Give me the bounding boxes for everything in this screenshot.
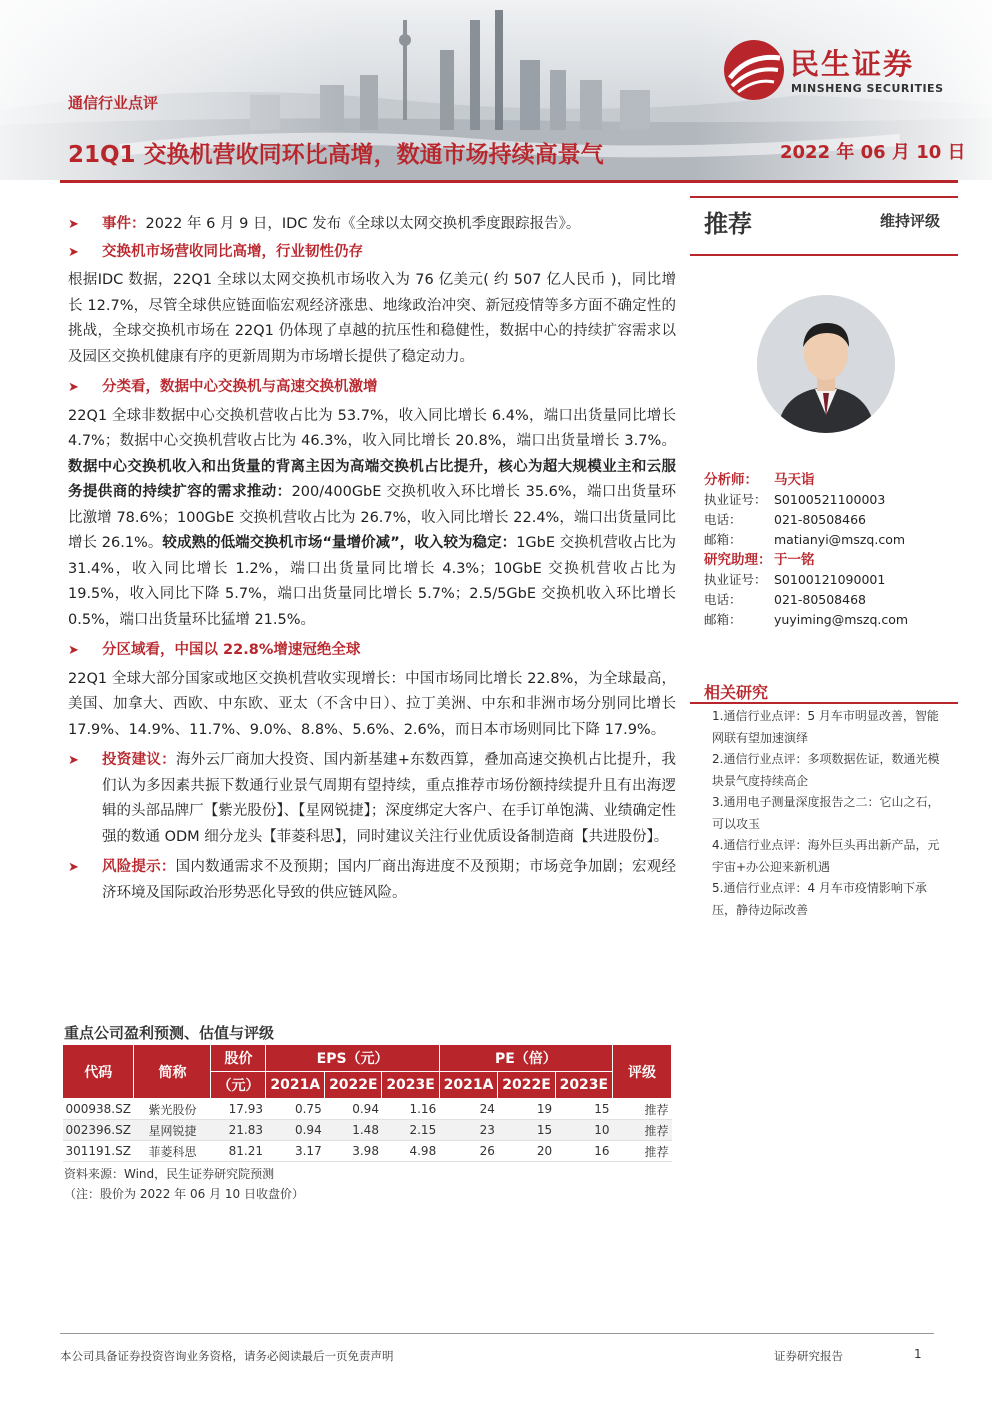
report-title: 21Q1 交换机营收同环比高增，数通市场持续高景气 xyxy=(68,142,604,168)
cell-pe: 19 xyxy=(498,1099,555,1120)
related-research-title: 相关研究 xyxy=(704,683,769,702)
assistant-name: 于一铭 xyxy=(774,552,815,568)
section-heading-text: 分类看，数据中心交换机与高速交换机激增 xyxy=(102,379,378,395)
arrow-bullet-icon: ➤ xyxy=(68,753,79,768)
cell-eps: 0.75 xyxy=(266,1099,325,1120)
rating-bottom-rule xyxy=(690,254,958,256)
main-content xyxy=(68,212,676,906)
risk-text: 国内数通需求不及预期；国内厂商出海进度不及预期；市场竞争加剧；宏观经济环境及国际政治形势恶化导致的供应链风险。 xyxy=(102,859,677,901)
cell-pe: 15 xyxy=(498,1120,555,1141)
header-eps: EPS（元） xyxy=(266,1045,439,1072)
header-pe: PE（倍） xyxy=(439,1045,612,1072)
arrow-bullet-icon: ➤ xyxy=(68,860,79,875)
header-rating: 评级 xyxy=(613,1045,672,1099)
arrow-bullet-icon: ➤ xyxy=(68,380,79,395)
table-source xyxy=(64,1164,304,1204)
cell-pe: 24 xyxy=(439,1099,498,1120)
cell-price: 17.93 xyxy=(211,1099,266,1120)
analyst-tel-label: 电话： xyxy=(704,512,742,527)
investment-advice xyxy=(68,748,676,850)
table-row xyxy=(63,1141,672,1162)
logo-text-en: MINSHENG SECURITIES xyxy=(791,82,944,95)
investment-label: 投资建议： xyxy=(102,752,176,768)
note-text: （注：股价为 2022 年 06 月 10 日收盘价） xyxy=(64,1187,304,1201)
section-heading-text: 分区域看，中国以 22.8%增速冠绝全球 xyxy=(102,642,361,658)
assistant-tel-label: 电话： xyxy=(704,592,742,607)
assistant-cert: S0100121090001 xyxy=(774,572,886,587)
footer-report-type: 证券研究报告 xyxy=(774,1349,843,1363)
cell-rating: 推荐 xyxy=(613,1099,672,1120)
assistant-label: 研究助理： xyxy=(704,552,772,568)
assistant-mail: yuyiming@mszq.com xyxy=(774,612,909,627)
header-name: 简称 xyxy=(134,1045,211,1099)
related-item[interactable]: 4.通信行业点评：海外巨头再出新产品，元宇宙+办公迎来新机遇 xyxy=(712,838,940,874)
cell-eps: 1.48 xyxy=(325,1120,382,1141)
header-year: 2022E xyxy=(498,1072,555,1099)
table-row xyxy=(63,1120,672,1141)
header-code: 代码 xyxy=(63,1045,134,1099)
cell-rating: 推荐 xyxy=(613,1141,672,1162)
paragraph-2c: 200/400GbE 交换机收入环比增长 35.6%，端口出货量环比激增 78.6%；100GbE 交换机营收占比为 26.7%，收入同比增长 22.4%，端口出货量同比增长 26.1%。 xyxy=(68,484,676,551)
cell-price: 81.21 xyxy=(211,1141,266,1162)
cell-pe: 26 xyxy=(439,1141,498,1162)
paragraph-2a: 22Q1 全球非数据中心交换机营收占比为 53.7%，收入同比增长 6.4%，端口出货量同比增长 4.7%；数据中心交换机营收占比为 46.3%，收入同比增长 20.8%，端口出货量增长 3.7%。 xyxy=(68,407,676,449)
paragraph-1: 根据IDC 数据，22Q1 全球以太网交换机市场收入为 76 亿美元( 约 507 亿人民币 )，同比增长 12.7%，尽管全球供应链面临宏观经济涨患、地缘政治冲突、新冠疫情等多方面不确定性的挑战，全球交换机市场在 22Q1 仍体现了卓越的抗压性和稳健性，数据中心的持续扩容需求以及园区交换机健康有序的更新周期为市场增长提供了稳定动力。 xyxy=(68,272,676,365)
section-heading-3 xyxy=(68,638,676,664)
forecast-table xyxy=(62,1044,672,1162)
cell-name: 星网锐捷 xyxy=(134,1120,211,1141)
cell-pe: 20 xyxy=(498,1141,555,1162)
arrow-bullet-icon: ➤ xyxy=(68,244,79,260)
footer-disclaimer: 本公司具备证券投资咨询业务资格，请务必阅读最后一页免责声明 xyxy=(60,1349,394,1363)
analyst-cert: S0100521100003 xyxy=(774,492,886,507)
related-item[interactable]: 3.通用电子测量深度报告之二：它山之石，可以攻玉 xyxy=(712,795,940,831)
header-divider xyxy=(60,180,958,183)
cell-eps: 4.98 xyxy=(382,1141,439,1162)
assistant-mail-label: 邮箱： xyxy=(704,612,742,627)
analyst-photo xyxy=(757,295,895,433)
cell-pe: 23 xyxy=(439,1120,498,1141)
footer-divider xyxy=(60,1333,934,1334)
analyst-mail: matianyi@mszq.com xyxy=(774,532,906,547)
header-year: 2023E xyxy=(382,1072,439,1099)
arrow-bullet-icon: ➤ xyxy=(68,217,79,232)
cell-code: 000938.SZ xyxy=(63,1099,134,1120)
related-item[interactable]: 5.通信行业点评：4 月车市疫情影响下承压，静待边际改善 xyxy=(712,881,927,917)
paragraph-2e: 1GbE 交换机营收占比为 31.4%，收入同比增长 1.2%，端口出货量同比增长 4.3%；10GbE 交换机营收占比为 19.5%，收入同比下降 5.7%，端口出货量同比增长 5.7%；2.5/5GbE 交换机收入环比增长 0.5%，端口出货量环比猛增 21.5%。 xyxy=(68,535,677,628)
related-research-rule xyxy=(690,702,958,704)
rating: 推荐 xyxy=(704,210,752,238)
source-text: 资料来源：Wind，民生证券研究院预测 xyxy=(64,1167,275,1181)
related-item[interactable]: 2.通信行业点评：多项数据佐证，数通光模块景气度持续高企 xyxy=(712,752,940,788)
rating-top-rule xyxy=(690,196,958,198)
investment-text: 海外云厂商加大投资、国内新基建+东数西算，叠加高速交换机占比提升，我们认为多因素共振下数通行业景气周期有望持续，重点推荐市场份额持续提升且有出海逻辑的头部品牌厂【紫光股份】、【星网锐捷】；深度绑定大客户、在手订单饱满、业绩确定性强的数通 ODM 细分龙头【菲菱科思】，同时建议关注行业优质设备制造商【共进股份】。 xyxy=(102,752,677,845)
header-year: 2023E xyxy=(555,1072,612,1099)
analyst-cert-label: 执业证号： xyxy=(704,492,767,507)
logo-text-cn: 民生证券 xyxy=(790,47,915,81)
cell-eps: 2.15 xyxy=(382,1120,439,1141)
section-heading-text: 交换机市场营收同比高增，行业韧性仍存 xyxy=(102,243,363,260)
paragraph-3: 22Q1 全球大部分国家或地区交换机营收实现增长：中国市场同比增长 22.8%，为全球最高，美国、加拿大、西欧、中东欧、亚太（不含中日）、拉丁美洲、中东和非洲市场分别同比增长 17.9%、14.9%、11.7%、9.0%、8.8%、5.6%、2.6%，而日本市场则同比下降 17.9%。 xyxy=(68,670,676,738)
cell-eps: 0.94 xyxy=(325,1099,382,1120)
analyst-name: 马天诣 xyxy=(774,472,815,488)
paragraph-2 xyxy=(68,404,676,634)
assistant-tel: 021-80508468 xyxy=(774,592,866,607)
header-year: 2022E xyxy=(325,1072,382,1099)
header-price-unit: （元） xyxy=(211,1072,266,1099)
paragraph-2b: 数据中心交换机收入和出货量的背离主因为高端交换机占比提升，核心为超大规模业主和云服务提供商的持续扩容的需求推动： xyxy=(68,458,676,500)
header-price: 股价 xyxy=(211,1045,266,1072)
event-bullet xyxy=(68,212,676,238)
header-year: 2021A xyxy=(266,1072,325,1099)
cell-pe: 15 xyxy=(555,1099,612,1120)
cell-code: 301191.SZ xyxy=(63,1141,134,1162)
cell-rating: 推荐 xyxy=(613,1120,672,1141)
arrow-bullet-icon: ➤ xyxy=(68,643,79,658)
risk-label: 风险提示： xyxy=(102,859,176,875)
cell-name: 紫光股份 xyxy=(134,1099,211,1120)
cell-code: 002396.SZ xyxy=(63,1120,134,1141)
related-item[interactable]: 1.通信行业点评：5 月车市明显改善，智能网联有望加速演绎 xyxy=(712,709,939,745)
section-heading-1 xyxy=(68,240,676,266)
cell-name: 菲菱科思 xyxy=(134,1141,211,1162)
cell-eps: 0.94 xyxy=(266,1120,325,1141)
cell-pe: 16 xyxy=(555,1141,612,1162)
cell-pe: 10 xyxy=(555,1120,612,1141)
analyst-info xyxy=(704,470,908,630)
cell-price: 21.83 xyxy=(211,1120,266,1141)
paragraph-2d: 较成熟的低端交换机市场“量增价减”，收入较为稳定： xyxy=(162,535,517,551)
page-number: 1 xyxy=(914,1347,922,1361)
table-row xyxy=(63,1099,672,1120)
rating-note: 维持评级 xyxy=(880,212,941,230)
cell-eps: 1.16 xyxy=(382,1099,439,1120)
assistant-cert-label: 执业证号： xyxy=(704,572,767,587)
analyst-tel: 021-80508466 xyxy=(774,512,866,527)
section-heading-2 xyxy=(68,375,676,401)
cell-eps: 3.98 xyxy=(325,1141,382,1162)
header-year: 2021A xyxy=(439,1072,498,1099)
analyst-label: 分析师： xyxy=(704,472,758,488)
analyst-mail-label: 邮箱： xyxy=(704,532,742,547)
report-date: 2022 年 06 月 10 日 xyxy=(780,142,966,163)
cell-eps: 3.17 xyxy=(266,1141,325,1162)
event-text: 2022 年 6 月 9 日，IDC 发布《全球以太网交换机季度跟踪报告》。 xyxy=(145,216,581,232)
risk-warning xyxy=(68,855,676,906)
event-label: 事件： xyxy=(102,216,146,232)
table-title: 重点公司盈利预测、估值与评级 xyxy=(64,1024,275,1042)
report-category: 通信行业点评 xyxy=(68,94,159,112)
related-research-list xyxy=(712,706,944,921)
